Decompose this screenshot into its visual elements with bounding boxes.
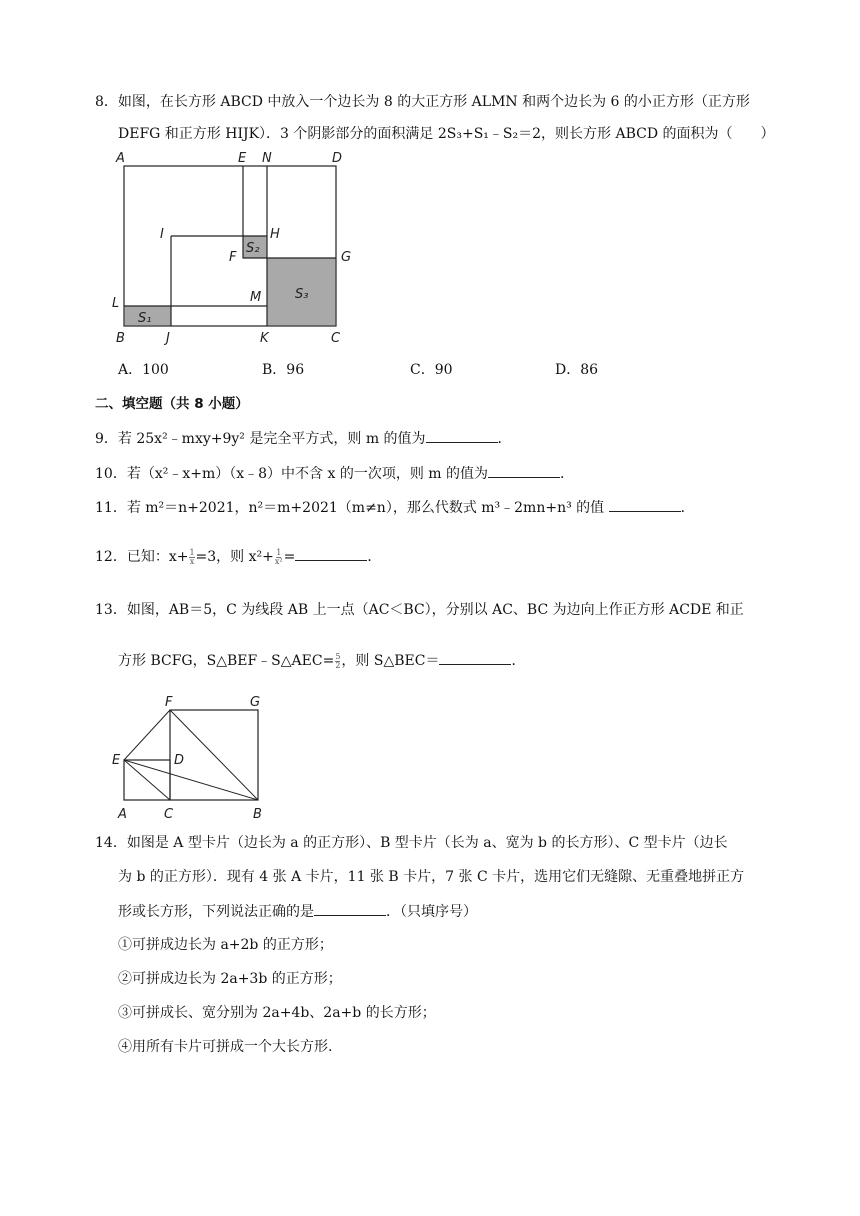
q14-line3-pre: 形或长方形，下列说法正确的是 [118,904,314,920]
q13-label-e: E [112,753,121,768]
q9-answer-blank[interactable] [426,428,498,443]
q11-end: ． [680,500,695,516]
q8-text-line2: DEFG 和正方形 HIJK）．3 个阴影部分的面积满足 2S₃+S₁﹣S₂＝2，则长方形 ABCD 的面积为（ ） [118,126,775,142]
q14-option-4: ④用所有卡片可拼成一个大长方形. [118,1039,333,1055]
q14-line3-end: ．（只填序号） [386,904,477,920]
q13-text-line1: 13．如图，AB＝5，C 为线段 AB 上一点（AC＜BC），分别以 AC、BC 为边向上作正方形 ACDE 和正 [95,602,744,618]
section-heading: 二、填空题（共 8 小题） [95,396,249,412]
q8-label-n: N [262,151,272,166]
q13-label-b: B [253,807,262,822]
q13-figure [110,692,270,822]
q8-label-s3: S₃ [295,287,309,302]
q13-end: ． [511,653,526,669]
q14-option-1: ①可拼成边长为 a+2b 的正方形； [118,937,333,953]
q8-label-h: H [270,227,280,242]
q14-answer-blank[interactable] [314,901,386,916]
q8-label-a: A [116,151,125,166]
q12-eq: = [283,549,296,565]
q10 [95,463,574,484]
q12-fraction-1: $\frac{1}{x}$ [189,547,195,566]
q8-label-c: C [331,331,341,346]
q8-label-f: F [229,250,237,265]
q12-answer-blank[interactable] [295,546,367,561]
q12-pre: 12．已知：x+ [95,549,189,565]
q12-end: ． [367,549,382,565]
q8-label-l: L [112,296,120,311]
q13-line2-pre: 方形 BCFG，S△BEF﹣S△AEC= [118,653,335,669]
q8-label-j: J [166,331,170,346]
q14-line3 [118,901,477,922]
q13-answer-blank[interactable] [439,650,511,665]
q9 [95,428,512,449]
q13-fraction: $\frac{5}{2}$ [335,651,341,670]
q9-text: 9．若 25x²﹣mxy+9y² 是完全平方式，则 m 的值为 [95,431,426,447]
q13-label-a: A [118,807,127,822]
q12-fraction-2: $\frac{1}{\text{x²}}$ [274,547,283,566]
q8-label-i: I [160,227,164,242]
q11-text: 11．若 m²＝n+2021，n²＝m+2021（m≠n），那么代数式 m³﹣2mn+n³ 的值 [95,500,609,516]
q12 [95,546,381,567]
q11-answer-blank[interactable] [609,497,681,512]
q13-label-f: F [165,695,173,710]
q8-label-k: K [260,331,269,346]
q8-choice-b[interactable]: B．96 [262,362,305,378]
q14-option-2: ②可拼成边长为 2a+3b 的正方形； [118,971,342,987]
q14-text-line1: 14．如图是 A 型卡片（边长为 a 的正方形）、B 型卡片（长为 a、宽为 b 的长方形）、C 型卡片（边长 [95,835,728,851]
q8-label-e: E [238,151,247,166]
q8-figure [110,150,360,350]
q8-label-s1: S₁ [138,311,152,326]
q10-answer-blank[interactable] [488,463,560,478]
q12-mid: =3，则 x²+ [195,549,274,565]
q13-line2-mid: ，则 S△BEC＝ [341,653,440,669]
q10-text: 10．若（x²﹣x+m）（x﹣8）中不含 x 的一次项，则 m 的值为 [95,466,488,482]
q10-end: ． [560,466,574,482]
q13-line2 [118,650,525,671]
q8-label-g: G [341,250,352,265]
q8-label-m: M [250,290,262,305]
q8-choice-c[interactable]: C．90 [410,362,453,378]
q14-text-line2: 为 b 的正方形）．现有 4 张 A 卡片，11 张 B 卡片，7 张 C 卡片，选用它们无缝隙、无重叠地拼正方 [118,869,745,885]
q8-label-d: D [332,151,343,166]
q8-text-line1: 8．如图，在长方形 ABCD 中放入一个边长为 8 的大正方形 ALMN 和两个边长为 6 的小正方形（正方形 [95,94,750,110]
q8-label-b: B [116,331,125,346]
q11 [95,497,695,518]
q9-end: ． [497,431,512,447]
q13-label-c: C [164,807,174,822]
q13-label-d: D [174,753,185,768]
q8-label-s2: S₂ [246,241,260,256]
q8-choice-d[interactable]: D．86 [555,362,599,378]
q8-choice-a[interactable]: A．100 [118,362,169,378]
q13-label-g: G [250,695,261,710]
q14-option-3: ③可拼成长、宽分别为 2a+4b、2a+b 的长方形； [118,1005,436,1021]
